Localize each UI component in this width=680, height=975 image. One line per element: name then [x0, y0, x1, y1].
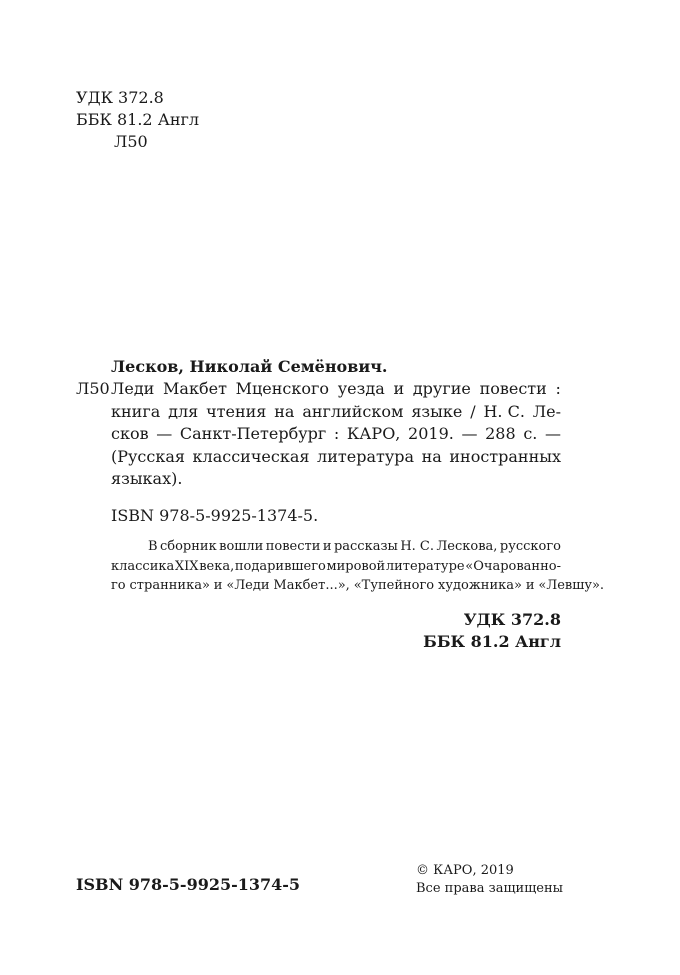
annotation-word: «Левшу». — [538, 578, 605, 593]
biblio-word: Н. С. — [483, 401, 525, 421]
biblio-word: другие — [412, 379, 471, 398]
biblio-line — [111, 423, 561, 446]
annotation-word: литературе — [385, 558, 465, 574]
annotation-word: «Леди — [226, 578, 270, 593]
isbn-record: ISBN 978-5-9925-1374-5. — [111, 506, 319, 525]
biblio-word: (Русская — [111, 446, 185, 466]
annotation-word: Лескова, — [436, 539, 498, 554]
biblio-word: и — [393, 379, 405, 398]
bibliographic-description — [111, 378, 561, 491]
annotation-line — [111, 557, 561, 577]
annotation-word: XIX — [174, 558, 199, 574]
biblio-word: английском — [302, 401, 404, 421]
annotation-word: века, — [199, 558, 235, 574]
biblio-word: языке — [411, 401, 463, 421]
annotation-word: мировой — [326, 558, 386, 574]
annotation-word: повести — [265, 539, 321, 554]
annotation-word: Н. С. — [400, 539, 435, 554]
annotation-line — [111, 537, 561, 557]
bbk-code: ББК 81.2 Англ — [76, 110, 200, 129]
biblio-word: КАРО, — [346, 424, 401, 443]
biblio-word: для — [168, 401, 199, 421]
biblio-word: уезда — [337, 379, 385, 398]
annotation-word: подарившего — [234, 558, 326, 574]
annotation-word: и — [322, 539, 332, 554]
biblio-word: Макбет — [163, 379, 227, 398]
annotation-word: и — [213, 578, 223, 593]
annotation-word: вошли — [219, 539, 264, 554]
biblio-line — [111, 401, 561, 424]
biblio-word: — — [156, 424, 173, 443]
biblio-word: повести — [479, 379, 547, 398]
biblio-line — [111, 446, 561, 469]
isbn-bottom: ISBN 978-5-9925-1374-5 — [76, 875, 301, 894]
annotation-line — [111, 576, 605, 596]
biblio-word: — — [545, 424, 561, 443]
annotation-word: странника» — [129, 578, 210, 593]
author-mark: Л50 — [114, 132, 148, 151]
udk-code-bottom: УДК 372.8 — [463, 610, 561, 629]
annotation-word: классика — [111, 558, 175, 574]
author-name: Лесков, Николай Семёнович. — [111, 357, 388, 376]
biblio-word: Ле- — [532, 401, 561, 421]
biblio-word: на — [274, 401, 295, 421]
annotation-word: сборник — [160, 539, 217, 554]
biblio-word: Леди — [111, 379, 155, 398]
biblio-word: : — [555, 379, 561, 398]
bbk-code-bottom: ББК 81.2 Англ — [423, 632, 561, 651]
annotation-word: художника» — [438, 578, 522, 593]
annotation-word: и — [525, 578, 535, 593]
biblio-line — [111, 468, 561, 491]
annotation-word: «Тупейного — [353, 578, 435, 593]
biblio-word: 2019. — [408, 424, 454, 443]
annotation-word: Макбет...», — [273, 578, 350, 593]
biblio-word: 288 — [485, 424, 516, 443]
classification-codes-bottom — [423, 609, 561, 653]
author-mark-record: Л50 — [76, 379, 110, 398]
annotation — [111, 537, 605, 596]
biblio-word: сков — [111, 424, 149, 443]
biblio-word: книга — [111, 401, 161, 421]
biblio-word: классическая — [192, 446, 310, 466]
annotation-word: «Очарованно- — [465, 558, 561, 574]
annotation-word: го — [111, 578, 126, 593]
annotation-word: рассказы — [333, 539, 398, 554]
biblio-word: литература — [317, 446, 415, 466]
biblio-word: языках). — [111, 469, 183, 488]
annotation-word: русского — [499, 539, 561, 554]
biblio-word: / — [470, 401, 476, 421]
biblio-line — [111, 378, 561, 401]
classification-codes-top — [76, 87, 199, 153]
biblio-word: иностранных — [449, 446, 561, 466]
biblio-word: : — [333, 424, 340, 443]
biblio-word: Санкт-Петербург — [179, 424, 327, 443]
biblio-word: — — [461, 424, 478, 443]
biblio-word: Мценского — [235, 379, 330, 398]
rights-notice: Все права защищены — [416, 881, 563, 896]
copyright-block — [416, 862, 563, 898]
annotation-word: В — [148, 539, 158, 554]
biblio-word: на — [421, 446, 442, 466]
biblio-word: с. — [523, 424, 538, 443]
udk-code: УДК 372.8 — [76, 88, 164, 107]
copyright-notice: © КАРО, 2019 — [416, 863, 514, 878]
biblio-word: чтения — [206, 401, 267, 421]
